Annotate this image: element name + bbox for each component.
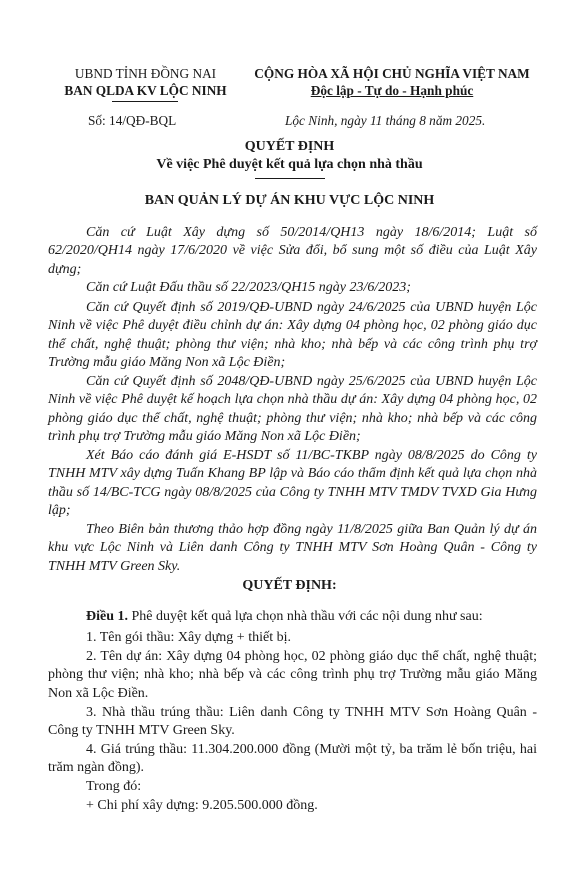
- item-1: 1. Tên gói thầu: Xây dựng + thiết bị.: [86, 630, 291, 645]
- article-1-text: Phê duyệt kết quả lựa chọn nhà thầu với các nội dung như sau:: [128, 609, 483, 624]
- national-title: CỘNG HÒA XÃ HỘI CHỦ NGHĨA VIỆT NAM: [254, 66, 530, 81]
- issuing-authority: BAN QUẢN LÝ DỰ ÁN KHU VỰC LỘC NINH: [144, 193, 435, 208]
- article-1-label: Điều 1.: [86, 609, 128, 624]
- recital-5: Xét Báo cáo đánh giá E-HSDT số 11/BC-TKBP ngày 08/8/2025 do Công ty TNHH MTV xây dựng Tuấn Khang BP lập và Báo cáo thẩm định kết quả lựa chọn nhà thầu số 14/BC-TCG ngày 08/8/2025 của Công ty TNHH MTV TMDV TVXD Gia Hưng lập;: [48, 448, 537, 519]
- recital-1: Căn cứ Luật Xây dựng số 50/2014/QH13 ngày 18/6/2014; Luật số 62/2020/QH14 ngày 17/6/2020 về việc Sửa đổi, bổ sung một số điều của Luật Xây dựng;: [48, 225, 537, 277]
- item-4: 4. Giá trúng thầu: 11.304.200.000 đồng (Mười một tỷ, ba trăm lẻ bốn triệu, hai trăm ngàn đồng).: [48, 742, 537, 776]
- recital-6: Theo Biên bản thương thảo hợp đồng ngày 11/8/2025 giữa Ban Quản lý dự án khu vực Lộc Ninh và Liên danh Công ty TNHH MTV Sơn Hoàng Quân - Công ty TNHH MTV Green Sky.: [48, 522, 537, 574]
- issuer-underline: [112, 101, 178, 102]
- item-3: 3. Nhà thầu trúng thầu: Liên danh Công ty TNHH MTV Sơn Hoàng Quân - Công ty TNHH MTV Green Sky.: [48, 705, 537, 739]
- recital-2: Căn cứ Luật Đấu thầu số 22/2023/QH15 ngày 23/6/2023;: [86, 280, 411, 295]
- item-2: 2. Tên dự án: Xây dựng 04 phòng học, 02 phòng giáo dục thể chất, nghệ thuật; phòng thư viện; nhà kho; nhà bếp và các công trình phụ trợ Trường mẫu giáo Măng Non xã Lộc Điền.: [48, 649, 537, 701]
- place-date: Lộc Ninh, ngày 11 tháng 8 năm 2025.: [285, 113, 486, 128]
- document-subject: Về việc Phê duyệt kết quả lựa chọn nhà thầu: [156, 157, 423, 172]
- recital-4: Căn cứ Quyết định số 2048/QĐ-UBND ngày 25/6/2025 của UBND huyện Lộc Ninh về việc Phê duyệt kế hoạch lựa chọn nhà thầu dự án: Xây dựng 04 phòng học, 02 phòng giáo dục thể chất, nghệ thuật; phòng thư viện; nhà kho; nhà bếp và các công trình phụ trợ Trường mẫu giáo Măng Non xã Lộc Điền;: [48, 374, 537, 445]
- document-title: QUYẾT ĐỊNH: [244, 139, 335, 154]
- document-number: Số: 14/QĐ-BQL: [88, 113, 177, 128]
- national-motto: Độc lập - Tự do - Hạnh phúc: [310, 83, 474, 98]
- issuer-name: BAN QLDA KV LỘC NINH: [64, 83, 227, 98]
- subject-underline: [255, 178, 325, 179]
- trong-do-label: Trong đó:: [86, 779, 142, 794]
- decision-heading: QUYẾT ĐỊNH:: [242, 578, 337, 593]
- construction-cost: + Chi phí xây dựng: 9.205.500.000 đồng.: [86, 798, 318, 813]
- issuer-parent: UBND TỈNH ĐỒNG NAI: [74, 66, 217, 81]
- article-1: [48, 609, 537, 625]
- recital-3: Căn cứ Quyết định số 2019/QĐ-UBND ngày 24/6/2025 của UBND huyện Lộc Ninh về việc Phê duyệt điều chỉnh dự án: Xây dựng 04 phòng học, 02 phòng giáo dục thể chất, nghệ thuật; phòng thư viện; nhà kho; nhà bếp và các công trình phụ trợ Trường mẫu giáo Măng Non xã Lộc Điền;: [48, 300, 537, 371]
